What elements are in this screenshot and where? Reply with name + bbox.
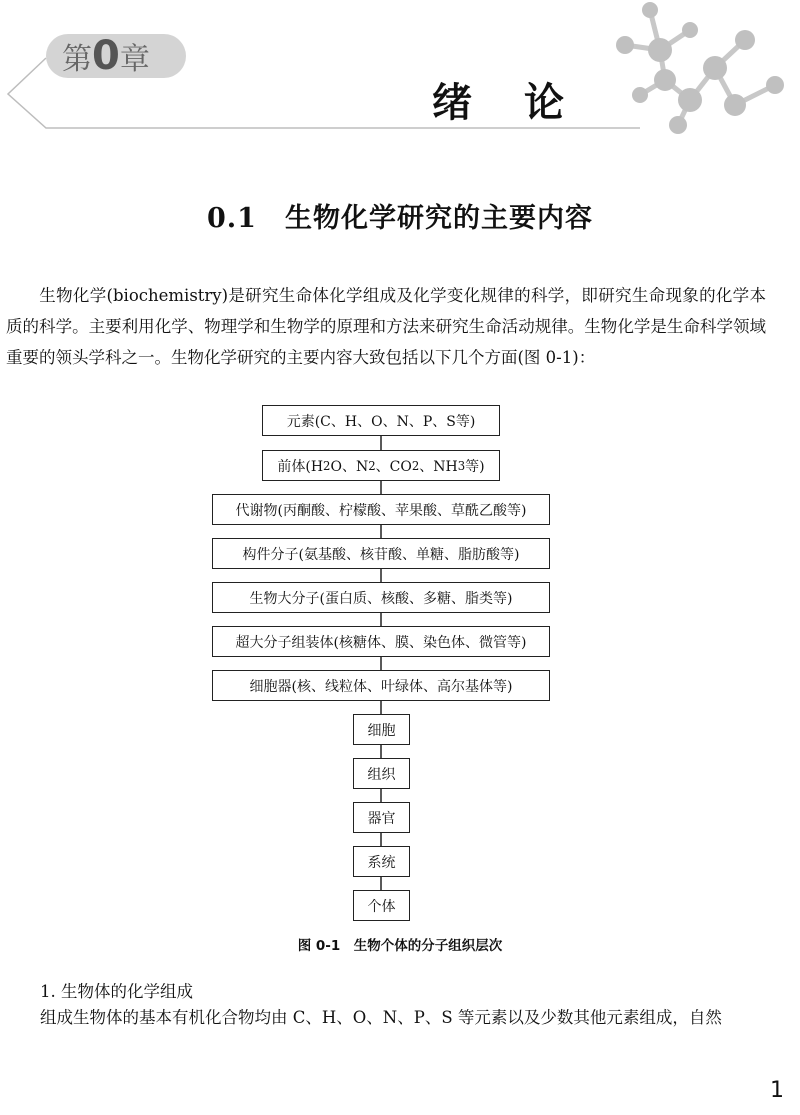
flow-box-system: 系统 [353, 846, 410, 877]
flow-box-macromolecules: 生物大分子(蛋白质、核酸、多糖、脂类等) [212, 582, 550, 613]
flow-box-cell: 细胞 [353, 714, 410, 745]
flow-box-organ: 器官 [353, 802, 410, 833]
flow-box-precursors: 前体(H 2 O、N 2 、CO 2 、NH 3 等) [262, 450, 500, 481]
second-paragraph: 组成生物体的基本有机化合物均由 C、H、O、N、P、S 等元素以及少数其他元素组成，自然 [40, 1008, 722, 1027]
flow-box-organelles: 细胞器(核、线粒体、叶绿体、高尔基体等) [212, 670, 550, 701]
flow-box-supramolecular: 超大分子组装体(核糖体、膜、染色体、微管等) [212, 626, 550, 657]
chapter-number: 0 [92, 33, 120, 79]
chapter-title: 绪论 [432, 79, 616, 126]
flow-box-building-blocks: 构件分子(氨基酸、核苷酸、单糖、脂肪酸等) [212, 538, 550, 569]
flow-box-tissue: 组织 [353, 758, 410, 789]
chapter-suffix: 章 [119, 42, 150, 77]
page-number: 1 [770, 1078, 784, 1103]
section-title: 生物化学研究的主要内容 [284, 203, 593, 234]
figure-caption: 图 0-1 生物个体的分子组织层次 [297, 938, 503, 954]
flow-box-elements: 元素(C、H、O、N、P、S等) [262, 405, 500, 436]
flow-box-metabolites: 代谢物(丙酮酸、柠檬酸、苹果酸、草酰乙酸等) [212, 494, 550, 525]
intro-paragraph-text: 生物化学(biochemistry)是研究生命体化学组成及化学变化规律的科学，即研究生命现象的化学本质的科学。主要利用化学、物理学和生物学的原理和方法来研究生命活动规律。生物化学是生命科学领域重要的领头学科之一。生物化学研究的主要内容大致包括以下几个方面(图 0-1)： [6, 286, 766, 367]
section-number: 0.1 [207, 203, 257, 234]
chapter-prefix: 第 [62, 42, 92, 77]
flow-box-individual: 个体 [353, 890, 410, 921]
subsection-heading: 1. 生物体的化学组成 [40, 982, 193, 1001]
